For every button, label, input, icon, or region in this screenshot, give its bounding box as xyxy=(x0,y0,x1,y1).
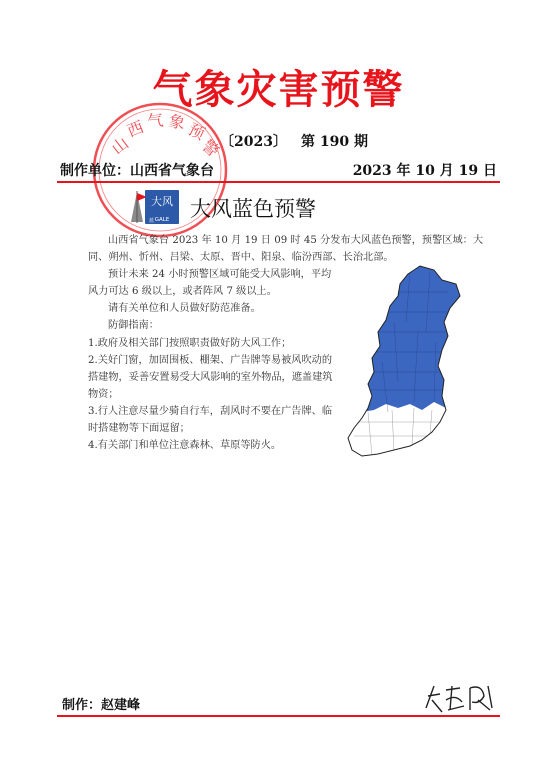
warning-paragraph: 2.关好门窗，加固围板、棚架、广告牌等易被风吹动的搭建物，妥善安置易受大风影响的室外物品，遮盖建筑物资； xyxy=(88,354,333,400)
svg-text:西: 西 xyxy=(124,117,147,141)
warning-heading: 大风蓝色预警 xyxy=(190,197,316,221)
svg-text:山: 山 xyxy=(107,133,133,159)
issue-date: 2023 年 10 月 19 日 xyxy=(352,163,497,179)
warning-paragraph: 山西省气象台 2023 年 10 月 19 日 09 时 45 分发布大风蓝色预警，预警区域：大同、朔州、忻州、吕梁、太原、晋中、阳泉、临汾西部、长治北部。 xyxy=(88,235,484,264)
producer-credit: 制作：赵建峰 xyxy=(62,698,141,713)
svg-text:警: 警 xyxy=(198,135,223,161)
page-title: 气象灾害预警 xyxy=(152,67,405,113)
svg-text:象: 象 xyxy=(167,111,187,133)
warning-paragraph: 3.行人注意尽量少骑自行车，刮风时不要在广告牌、临时搭建物等下面逗留； xyxy=(88,405,333,435)
icon-en-label: GALE xyxy=(154,217,170,223)
issue-number-line xyxy=(220,131,382,151)
warning-paragraph: 防御指南： xyxy=(108,320,159,332)
issue-year: 〔2023〕 xyxy=(220,134,287,150)
shanxi-warning-map xyxy=(338,262,478,462)
svg-text:预: 预 xyxy=(185,119,208,144)
warning-paragraph: 1.政府及相关部门按照职责做好防大风工作； xyxy=(88,337,292,349)
header-divider xyxy=(57,181,500,183)
icon-label: 大风 xyxy=(151,195,173,208)
icon-sublabel: 蓝 xyxy=(149,218,155,224)
warning-paragraph: 预计未来 24 小时预警区域可能受大风影响，平均风力可达 6 级以上，或者阵风 7 级以上。 xyxy=(88,269,332,298)
issue-number: 第 190 期 xyxy=(300,134,368,150)
gale-blue-warning-icon xyxy=(125,188,181,226)
warning-paragraph: 4.有关部门和单位注意森林、草原等防火。 xyxy=(88,440,282,452)
svg-text:气: 气 xyxy=(146,110,165,131)
handwritten-signature xyxy=(420,680,500,716)
warned-region xyxy=(338,262,478,418)
issuing-unit: 制作单位：山西省气象台 xyxy=(60,163,214,179)
warning-paragraph: 请有关单位和人员做好防范准备。 xyxy=(108,303,261,315)
